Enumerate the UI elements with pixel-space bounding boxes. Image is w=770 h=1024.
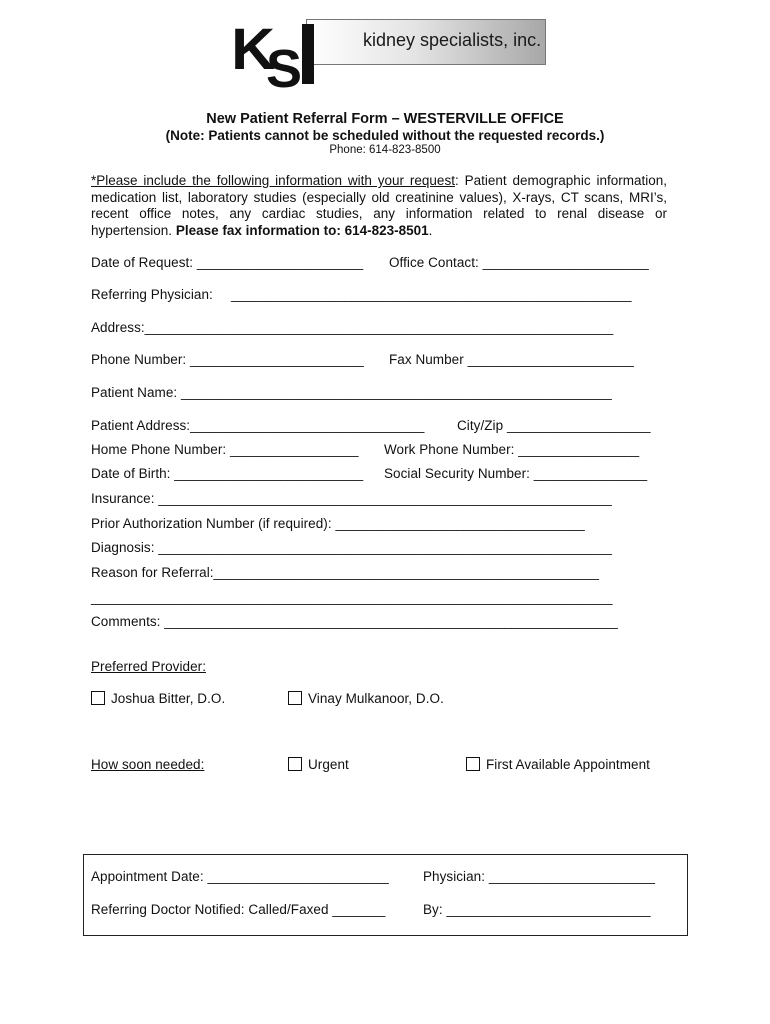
company-name-bar [306,19,546,65]
referring-physician-label: Referring Physician: [91,287,213,302]
form-subtitle: (Note: Patients cannot be scheduled without the requested records.) [165,128,605,143]
urgency-option-label: Urgent [308,757,349,772]
provider-option-label: Vinay Mulkanoor, D.O. [308,691,444,706]
urgency-option-first-available[interactable] [466,757,650,773]
checkbox[interactable] [288,757,302,771]
address-field[interactable]: Address:______________________________________________________________ [91,320,614,335]
preferred-provider-label: Preferred Provider: [91,659,206,674]
patient-name-field[interactable]: Patient Name: _________________________________________________________ [91,385,612,400]
provider-option-bitter[interactable] [91,691,225,707]
date-of-birth-field[interactable]: Date of Birth: _________________________ [91,466,364,481]
by-field[interactable]: By: ___________________________ [423,902,651,917]
reason-for-referral-field[interactable]: Reason for Referral:___________________________________________________ [91,565,600,580]
form-phone: Phone: 614-823-8500 [329,144,441,156]
logo-mark: K S [232,18,324,88]
checkbox[interactable] [91,691,105,705]
appointment-date-field[interactable]: Appointment Date: ________________________ [91,869,389,884]
company-name: kidney specialists, inc. [363,30,542,50]
home-phone-field[interactable]: Home Phone Number: _________________ [91,442,359,457]
office-use-box [83,854,688,936]
instructions-paragraph [91,173,667,239]
form-title: New Patient Referral Form – WESTERVILLE OFFICE [206,111,564,127]
insurance-field[interactable]: Insurance: ____________________________________________________________ [91,491,612,506]
prior-authorization-field[interactable]: Prior Authorization Number (if required): _________________________________ [91,516,585,531]
patient-address-field[interactable]: Patient Address:_______________________________ [91,418,425,433]
instructions-lead: *Please include the following information with your request [91,173,455,188]
how-soon-needed-label: How soon needed: [91,757,205,772]
comments-field[interactable]: Comments: ____________________________________________________________ [91,614,618,629]
checkbox[interactable] [288,691,302,705]
provider-option-mulkanoor[interactable] [288,691,444,707]
physician-field[interactable]: Physician: ______________________ [423,869,656,884]
diagnosis-field[interactable]: Diagnosis: ____________________________________________________________ [91,540,612,555]
fax-number-field[interactable]: Fax Number ______________________ [389,352,634,367]
instructions-end: . [428,222,433,238]
reason-continuation-line[interactable]: _____________________________________________________________________ [91,590,613,605]
provider-option-label: Joshua Bitter, D.O. [111,691,226,706]
city-zip-field[interactable]: City/Zip ___________________ [457,418,651,433]
urgency-option-urgent[interactable] [288,757,349,773]
referring-physician-field[interactable]: _____________________________________________________ [231,287,632,302]
checkbox[interactable] [466,757,480,771]
instructions-text: : Patient demographic information, medication list, laboratory studies (especially old creatinine values), X-rays, CT scans, MRI’s, recent office notes, any cardiac studies, any information related to renal disease or hypertension. [91,173,667,238]
work-phone-field[interactable]: Work Phone Number: ________________ [384,442,640,457]
urgency-option-label: First Available Appointment [486,757,650,772]
doctor-notified-field[interactable]: Referring Doctor Notified: Called/Faxed _______ [91,902,386,917]
office-contact-field[interactable]: Office Contact: ______________________ [389,255,649,270]
fax-instruction: Please fax information to: 614-823-8501 [175,222,429,238]
date-of-request-field[interactable]: Date of Request: ______________________ [91,255,364,270]
phone-number-field[interactable]: Phone Number: _______________________ [91,352,364,367]
ssn-field[interactable]: Social Security Number: _______________ [384,466,648,481]
